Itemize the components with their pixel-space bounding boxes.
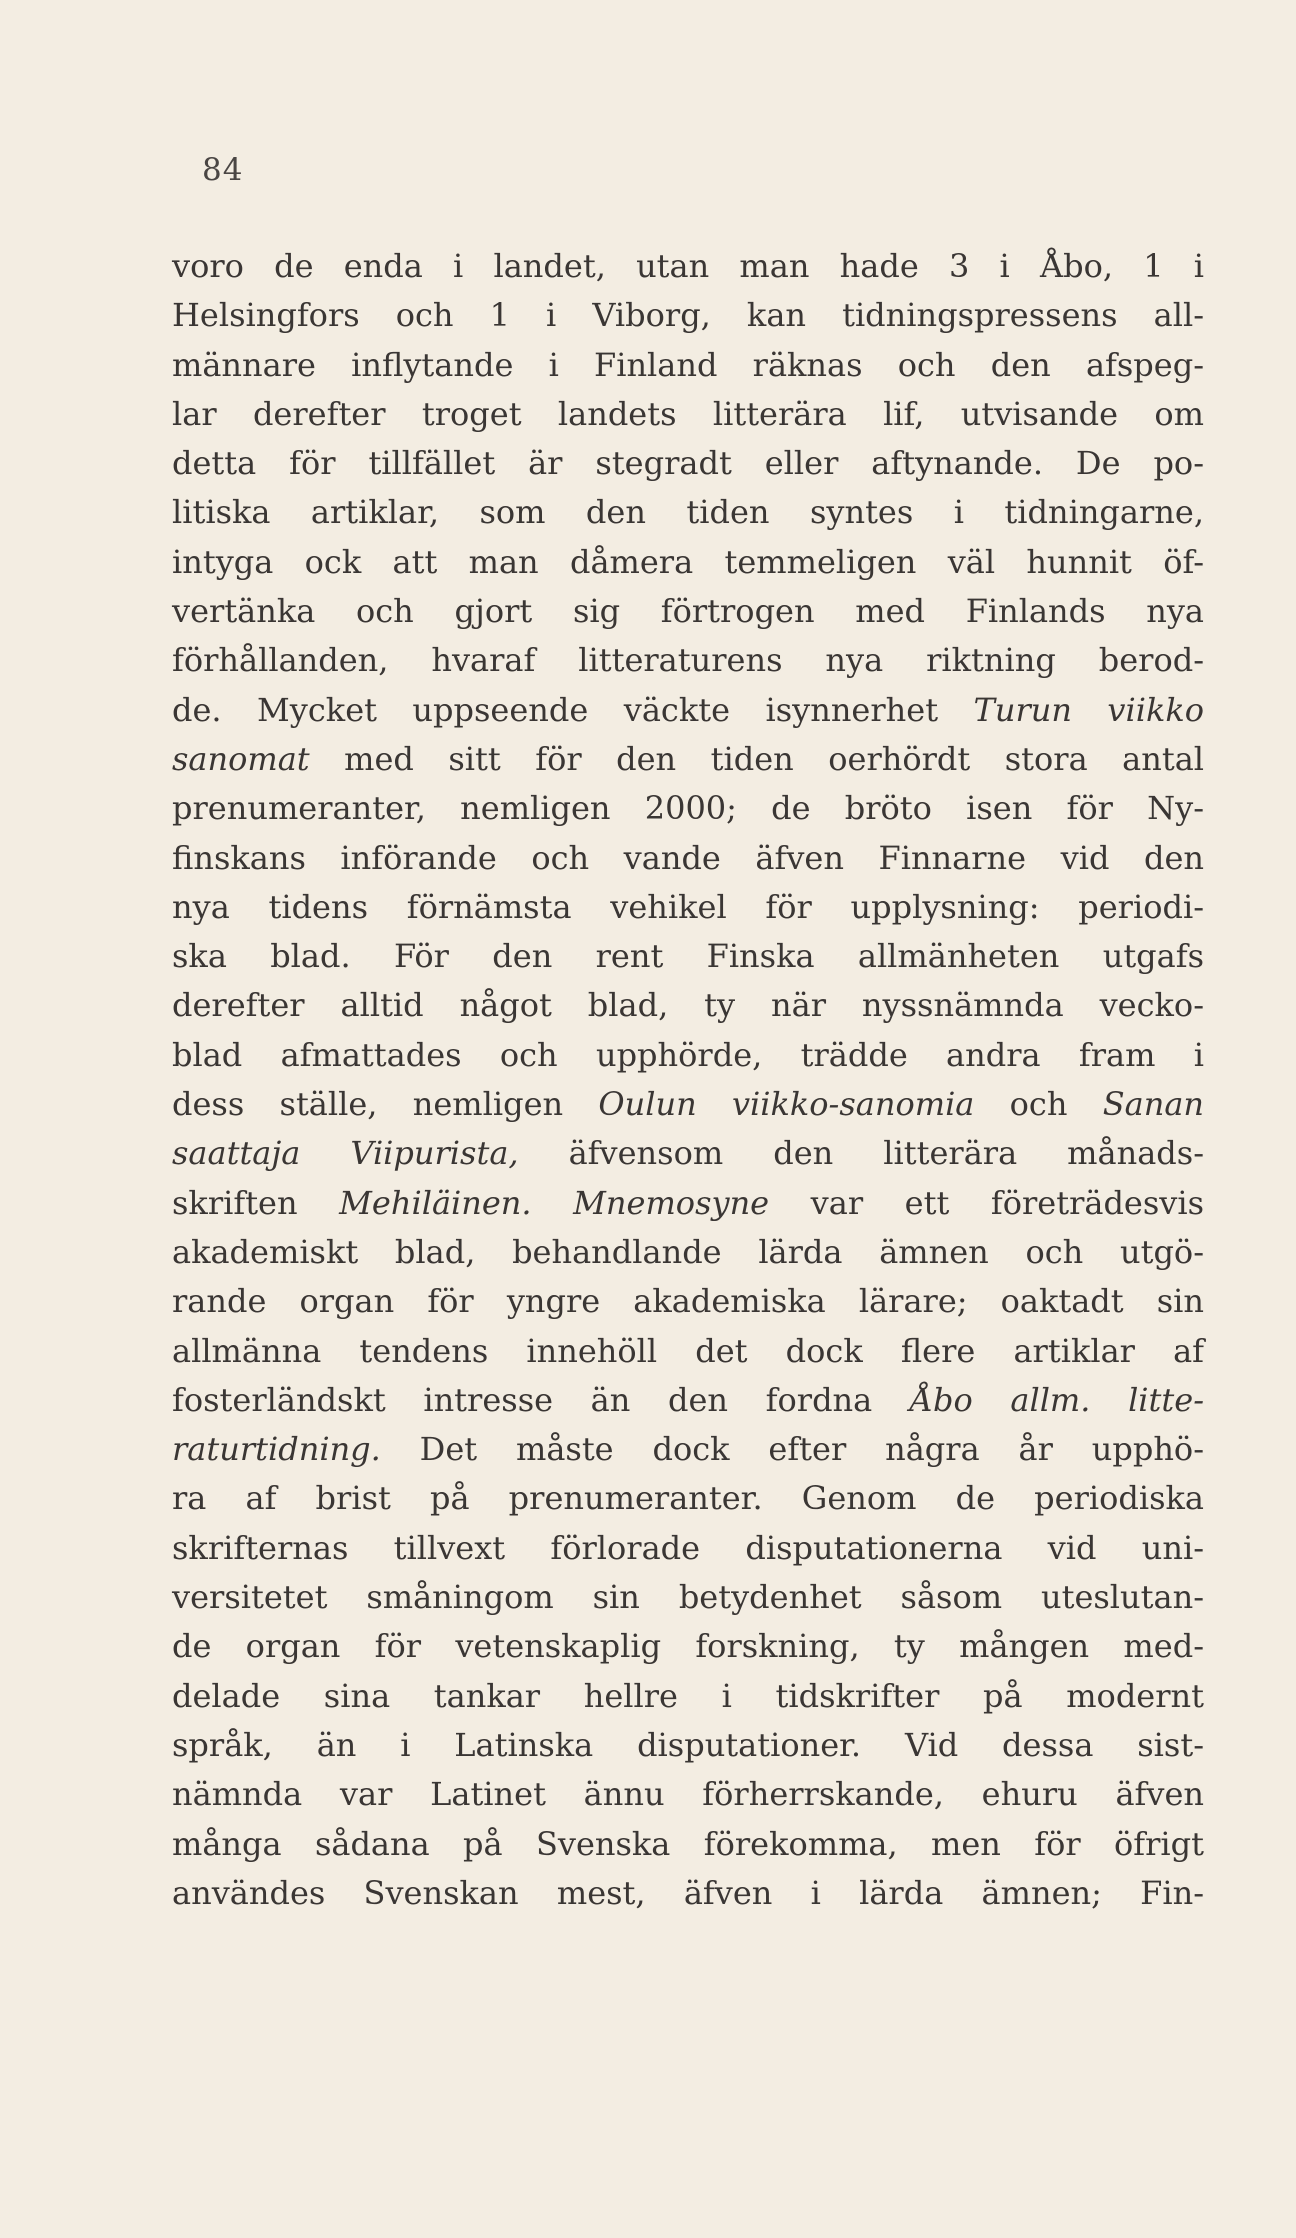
- text-run: och: [974, 1085, 1103, 1124]
- text-run: Det måste dock efter några år upphö-: [380, 1430, 1204, 1469]
- text-run: allmänna tendens innehöll det dock flere artiklar af: [172, 1331, 1204, 1370]
- text-run: ska blad. För den rent Finska allmänheten utgafs: [172, 937, 1204, 976]
- text-run: förhållanden, hvaraf litteraturens nya riktning berod-: [172, 641, 1204, 680]
- text-run: litiska artiklar, som den tiden syntes i tidningarne,: [172, 493, 1204, 532]
- text-run: lar derefter troget landets litterära lif, utvisande om: [172, 394, 1204, 433]
- italic-title-text: saattaja Viipurista,: [172, 1134, 519, 1173]
- text-run: rande organ för yngre akademiska lärare; oaktadt sin: [172, 1282, 1204, 1321]
- text-line: [172, 242, 1204, 291]
- text-line: [172, 636, 1204, 685]
- text-line: [172, 1031, 1204, 1080]
- text-run: fosterländskt intresse än den fordna: [172, 1380, 910, 1419]
- text-line: [172, 686, 1204, 735]
- page-number: 84: [202, 152, 244, 188]
- text-line: [172, 341, 1204, 390]
- text-run: äfvensom den litterära månads-: [518, 1134, 1205, 1173]
- text-line: [172, 1573, 1204, 1622]
- text-line: [172, 1327, 1204, 1376]
- text-run: finskans införande och vande äfven Finnarne vid den: [172, 838, 1204, 877]
- text-run: prenumeranter, nemligen 2000; de bröto isen för Ny-: [172, 789, 1204, 828]
- text-line: [172, 390, 1204, 439]
- text-line: [172, 587, 1204, 636]
- italic-title-text: Mehiläinen.: [339, 1183, 532, 1222]
- text-run: männare inflytande i Finland räknas och den afspeg-: [172, 345, 1204, 384]
- text-run: många sådana på Svenska förekomma, men för öfrigt: [172, 1824, 1204, 1863]
- text-line: [172, 1277, 1204, 1326]
- text-line: [172, 1474, 1204, 1523]
- text-line: [172, 1869, 1204, 1918]
- text-line: [172, 1228, 1204, 1277]
- text-run: språk, än i Latinska disputationer. Vid dessa sist-: [172, 1725, 1204, 1764]
- text-line: [172, 883, 1204, 932]
- text-line: [172, 439, 1204, 488]
- body-text: [172, 242, 1204, 1918]
- text-line: [172, 784, 1204, 833]
- text-run: ra af brist på prenumeranter. Genom de periodiska: [172, 1479, 1204, 1518]
- text-line: [172, 1080, 1204, 1129]
- italic-title-text: Oulun viikko-sanomia: [598, 1085, 975, 1124]
- text-run: nya tidens förnämsta vehikel för upplysning: periodi-: [172, 887, 1204, 926]
- text-run: de. Mycket uppseende väckte isynnerhet: [172, 690, 974, 729]
- text-run: blad afmattades och upphörde, trädde andra fram i: [172, 1035, 1204, 1074]
- text-line: [172, 1179, 1204, 1228]
- text-line: [172, 735, 1204, 784]
- text-run: vertänka och gjort sig förtrogen med Finlands nya: [172, 592, 1204, 631]
- text-run: skriften: [172, 1183, 340, 1222]
- text-run: delade sina tankar hellre i tidskrifter på modernt: [172, 1676, 1204, 1715]
- italic-title-text: raturtidning.: [172, 1430, 381, 1469]
- text-line: [172, 1770, 1204, 1819]
- text-line: [172, 1622, 1204, 1671]
- text-line: [172, 932, 1204, 981]
- italic-title-text: Turun viikko: [973, 690, 1204, 729]
- text-line: [172, 1721, 1204, 1770]
- text-line: [172, 1376, 1204, 1425]
- text-line: [172, 291, 1204, 340]
- italic-title-text: Mnemosyne: [573, 1183, 770, 1222]
- text-run: akademiskt blad, behandlande lärda ämnen och utgö-: [172, 1232, 1204, 1271]
- text-line: [172, 1129, 1204, 1178]
- text-run: derefter alltid något blad, ty när nyssnämnda vecko-: [172, 986, 1204, 1025]
- italic-title-text: Sanan: [1102, 1085, 1205, 1124]
- italic-title-text: sanomat: [172, 739, 310, 778]
- text-line: [172, 1820, 1204, 1869]
- text-line: [172, 1672, 1204, 1721]
- text-line: [172, 488, 1204, 537]
- text-run: skrifternas tillvext förlorade disputationerna vid uni-: [172, 1528, 1204, 1567]
- text-line: [172, 538, 1204, 587]
- text-run: de organ för vetenskaplig forskning, ty mången med-: [172, 1627, 1204, 1666]
- text-run: användes Svenskan mest, äfven i lärda ämnen; Fin-: [172, 1873, 1204, 1912]
- text-run: detta för tillfället är stegradt eller aftynande. De po-: [172, 444, 1204, 483]
- text-run: versitetet småningom sin betydenhet såsom uteslutan-: [172, 1578, 1204, 1617]
- text-run: dess ställe, nemligen: [172, 1085, 599, 1124]
- text-run: var ett företrädesvis: [769, 1183, 1205, 1222]
- text-run: med sitt för den tiden oerhördt stora antal: [309, 739, 1204, 778]
- text-run: [532, 1184, 574, 1222]
- text-line: [172, 834, 1204, 883]
- text-run: intyga ock att man dåmera temmeligen väl hunnit öf-: [172, 542, 1204, 581]
- text-line: [172, 1524, 1204, 1573]
- italic-title-text: Åbo allm. litte-: [909, 1380, 1205, 1419]
- text-line: [172, 1425, 1204, 1474]
- text-line: [172, 981, 1204, 1030]
- text-run: Helsingfors och 1 i Viborg, kan tidningspressens all-: [172, 296, 1204, 335]
- text-run: nämnda var Latinet ännu förherrskande, ehuru äfven: [172, 1775, 1204, 1814]
- text-run: voro de enda i landet, utan man hade 3 i Åbo, 1 i: [172, 247, 1204, 285]
